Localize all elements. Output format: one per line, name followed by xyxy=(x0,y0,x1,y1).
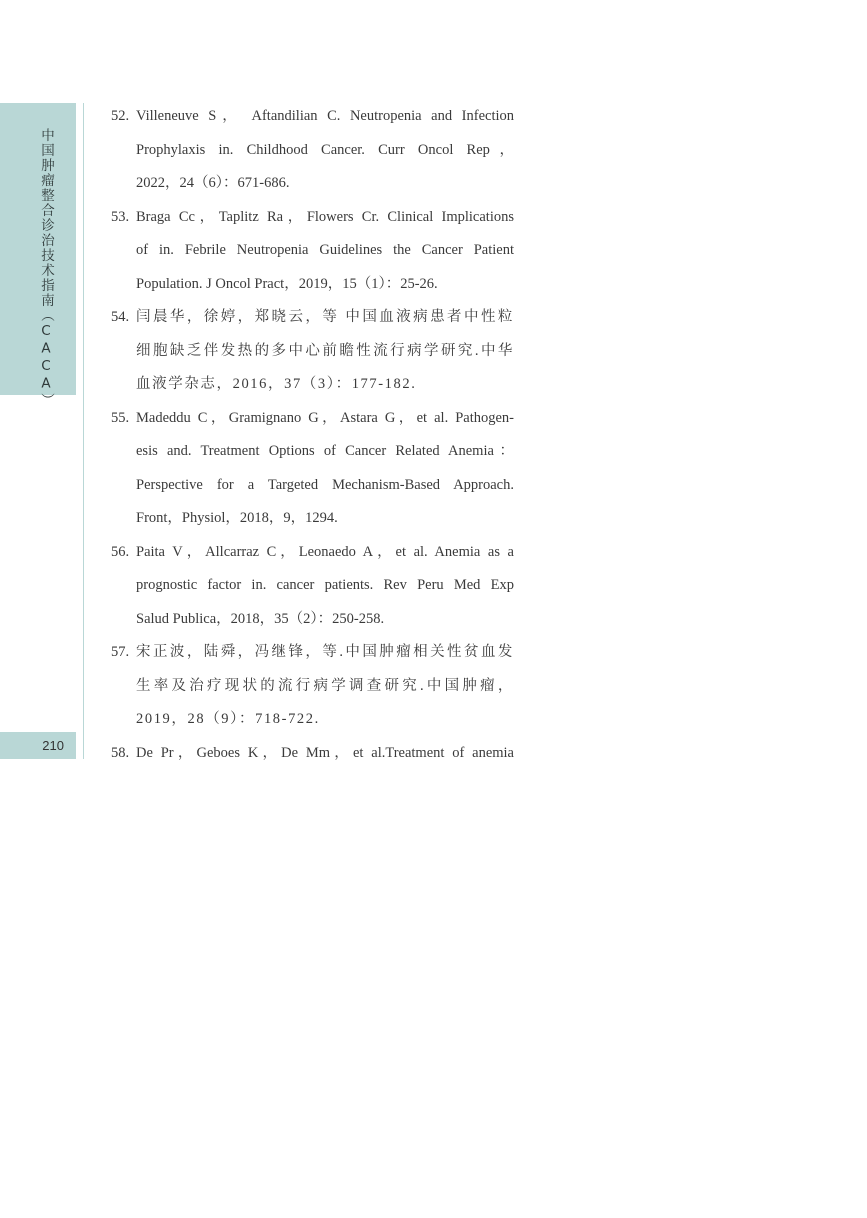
reference-text-line: esis and. Treatment Options of Cancer Related Anemia： xyxy=(136,443,514,459)
reference-number: 52. xyxy=(111,108,130,124)
reference-number: 53. xyxy=(111,208,130,225)
reference-text-line: Villeneuve S， Aftandilian C. Neutropenia and Infection xyxy=(136,108,514,124)
reference-number: 56. xyxy=(111,543,130,560)
page-number: 210 xyxy=(42,738,64,753)
reference-text-line: Perspective for a Targeted Mechanism-Based Approach. xyxy=(136,476,514,493)
reference-text-line: 2019，28（9）：718-722. xyxy=(136,711,320,727)
reference-text-line: 宋正波，陆舜，冯继锋，等.中国肿瘤相关性贫血发 xyxy=(136,644,514,660)
reference-text-line: 生率及治疗现状的流行病学调查研究.中国肿瘤， xyxy=(136,677,514,694)
reference-text-line: De Pr，Geboes K，De Mm，et al.Treatment of anemia xyxy=(136,744,514,761)
page-number-box xyxy=(0,732,76,759)
reference-text-line: Madeddu C，Gramignano G，Astara G，et al. Pathogen- xyxy=(136,409,514,426)
reference-text-line: Prophylaxis in. Childhood Cancer. Curr Oncol Rep， xyxy=(136,141,514,158)
reference-number: 57. xyxy=(111,644,130,660)
reference-number: 58. xyxy=(111,744,130,761)
reference-item xyxy=(111,536,514,637)
reference-text-line: Salud Publica，2018，35（2）：250-258. xyxy=(136,610,385,627)
reference-number: 54. xyxy=(111,309,130,325)
reference-text-line: 细胞缺乏伴发热的多中心前瞻性流行病学研究.中华 xyxy=(136,342,514,359)
book-title: 中国肿瘤整合诊治技术指南（CACA） xyxy=(38,128,54,408)
reference-text-line: of in. Febrile Neutropenia Guidelines the Cancer Patient xyxy=(136,242,514,258)
reference-text-line: 2022，24（6）：671-686. xyxy=(136,175,290,191)
reference-item xyxy=(111,301,514,402)
reference-text-line: prognostic factor in. cancer patients. Rev Peru Med Exp xyxy=(136,577,514,593)
reference-item xyxy=(111,201,514,302)
reference-text-line: 闫晨华，徐婷，郑晓云，等 中国血液病患者中性粒 xyxy=(136,309,514,325)
reference-text-line: Braga Cc，Taplitz Ra，Flowers Cr. Clinical Implications xyxy=(136,208,514,225)
reference-number: 55. xyxy=(111,409,130,426)
reference-item xyxy=(111,636,514,737)
margin-divider xyxy=(83,103,84,759)
reference-text-line: Paita V，Allcarraz C，Leonaedo A，et al. Anemia as a xyxy=(136,543,514,560)
reference-text-line: Population. J Oncol Pract，2019，15（1）：25-26. xyxy=(136,275,438,292)
reference-text-line: Front，Physiol，2018，9，1294. xyxy=(136,510,338,526)
reference-item xyxy=(111,100,514,201)
reference-item xyxy=(111,402,514,536)
reference-text-line: 血液学杂志，2016，37（3）：177-182. xyxy=(136,376,417,392)
reference-list xyxy=(111,100,514,770)
reference-item xyxy=(111,737,514,771)
